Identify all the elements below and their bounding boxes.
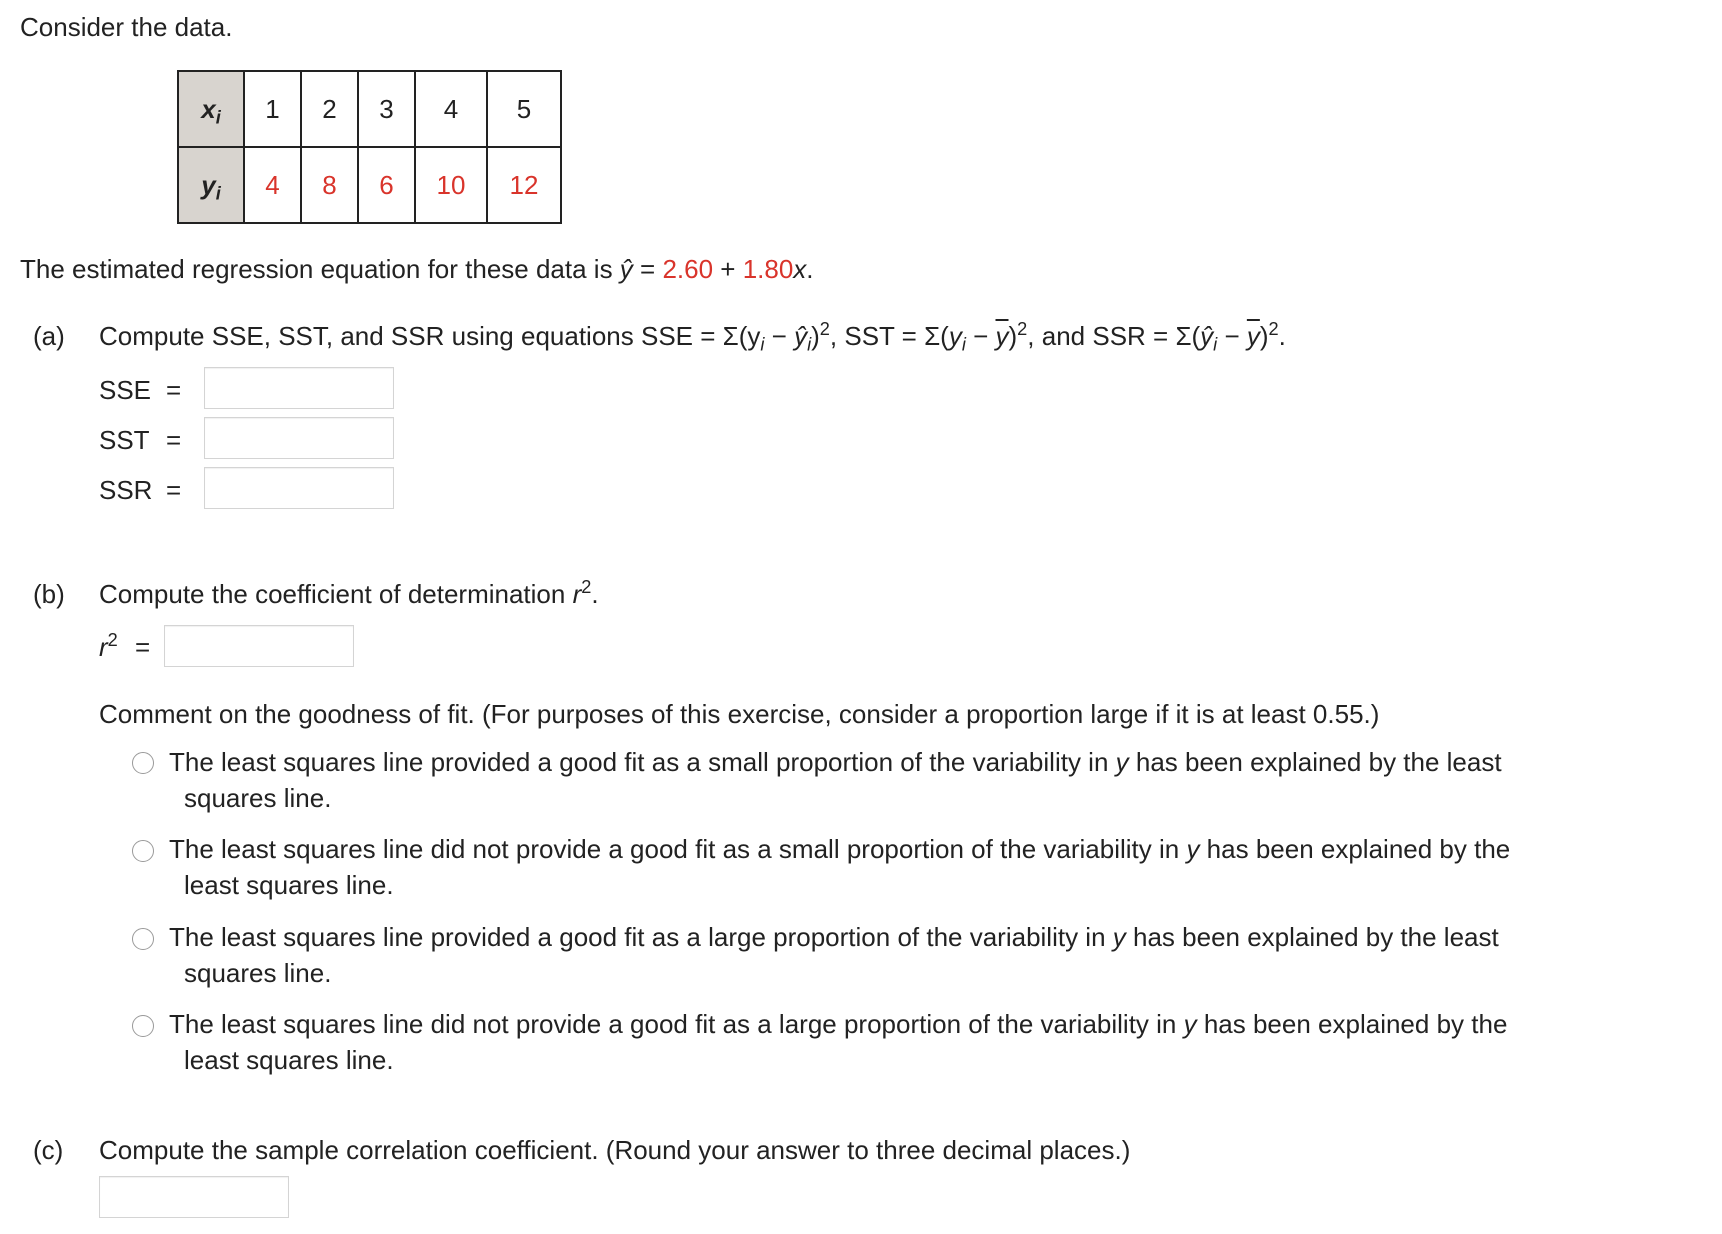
r2-label: $r^2$: [99, 630, 118, 662]
sst-label: SST: [99, 425, 150, 455]
option-2-text: The least squares line did not provide a good fit as a small proportion of the variability in y has been explained by the least squares line.: [169, 834, 1511, 900]
data-table: [177, 70, 562, 224]
x-cell: 3: [358, 71, 415, 147]
x-cell: 2: [301, 71, 358, 147]
option-3-text: The least squares line provided a good fit as a large proportion of the variability in y has been explained by the least squares line.: [169, 922, 1499, 988]
option-1-radio[interactable]: [132, 752, 154, 774]
y-header: $y_i$: [178, 147, 244, 223]
y-cell: 6: [358, 147, 415, 223]
y-cell: 10: [415, 147, 487, 223]
y-cell: 4: [244, 147, 301, 223]
intercept-value: 2.60: [662, 254, 714, 284]
table-row-y: [178, 147, 561, 223]
part-a-question: Compute SSE, SST, and SSR using equations SSE = $\Sigma(y_i$ − $ŷ_i)^2$, SST = $\Sigma(y_i - \overline{y})^2$, and SSR = $\Sigma(ŷ_i - \overline{y})^2$.: [99, 319, 1286, 355]
sse-label: SSE: [99, 375, 152, 405]
option-1-text: The least squares line provided a good fit as a small proportion of the variability in y has been explained by the least squares line.: [169, 747, 1502, 813]
part-b-question: Compute the coefficient of determination $r^2$.: [99, 577, 599, 609]
x-cell: 1: [244, 71, 301, 147]
y-cell: 12: [487, 147, 561, 223]
option-2-radio[interactable]: [132, 840, 154, 862]
part-b-label: (b): [33, 579, 65, 609]
table-row-x: [178, 71, 561, 147]
sst-input[interactable]: [204, 417, 394, 459]
option-4-text: The least squares line did not provide a good fit as a large proportion of the variability in y has been explained by the least squares line.: [169, 1009, 1508, 1075]
part-c-label: (c): [33, 1135, 64, 1165]
x-cell: 4: [415, 71, 487, 147]
sse-equals: =: [166, 375, 182, 405]
sst-equals: =: [166, 425, 182, 455]
ssr-equals: =: [166, 475, 182, 505]
part-a-label: (a): [33, 321, 65, 351]
goodness-of-fit-prompt: Comment on the goodness of fit. (For purposes of this exercise, consider a proportion large if it is at least 0.55.): [99, 699, 1380, 729]
ssr-input[interactable]: [204, 467, 394, 509]
x-cell: 5: [487, 71, 561, 147]
correlation-input[interactable]: [99, 1176, 289, 1218]
part-c-question: Compute the sample correlation coefficient. (Round your answer to three decimal places.): [99, 1135, 1131, 1165]
x-header: $x_i$: [178, 71, 244, 147]
regression-statement: The estimated regression equation for these data is ŷ = 2.60 + 1.80x.: [20, 254, 814, 284]
slope-value: 1.80: [742, 254, 794, 284]
option-4-radio[interactable]: [132, 1015, 154, 1037]
option-3-radio[interactable]: [132, 928, 154, 950]
r2-input[interactable]: [164, 625, 354, 667]
y-cell: 8: [301, 147, 358, 223]
r2-equals: =: [135, 632, 151, 662]
intro-text: Consider the data.: [20, 12, 233, 42]
ssr-label: SSR: [99, 475, 153, 505]
sse-input[interactable]: [204, 367, 394, 409]
